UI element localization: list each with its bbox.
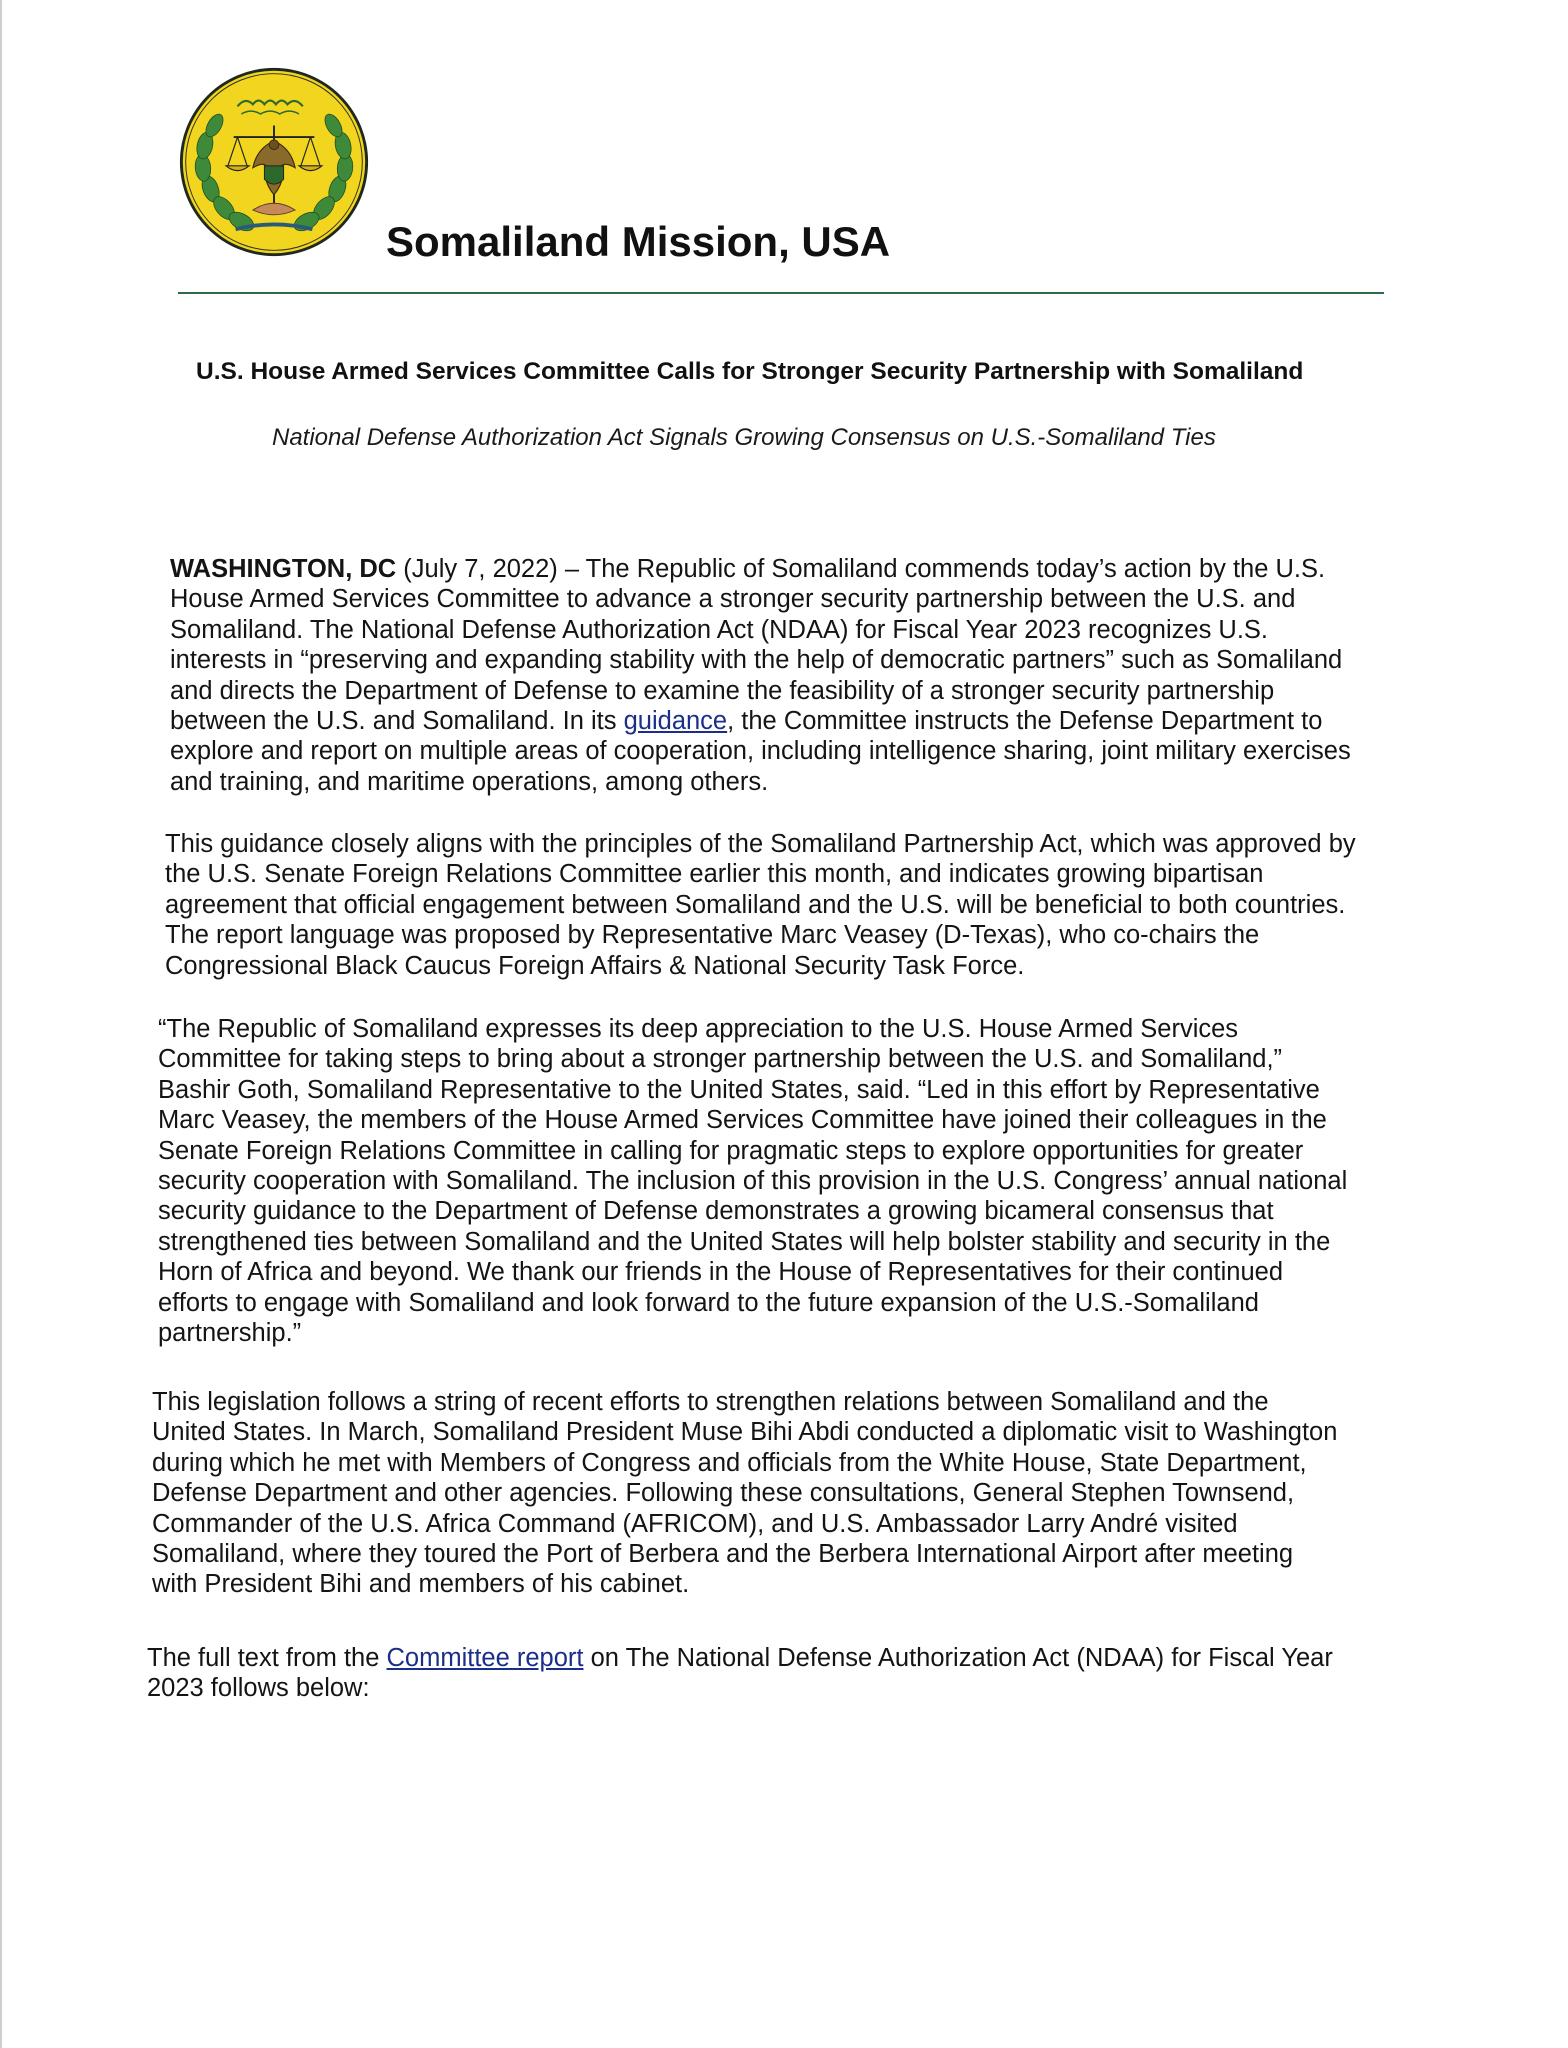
paragraph-quote bbox=[158, 1014, 1347, 1348]
paragraph-intro bbox=[170, 554, 1351, 797]
paragraph-line: and training, and maritime operations, among others. bbox=[170, 767, 769, 796]
paragraph-line: agreement that official engagement between Somaliland and the U.S. will be beneficial to both countries. bbox=[165, 890, 1346, 919]
somaliland-coat-of-arms-icon bbox=[178, 66, 370, 258]
paragraph-line: security guidance to the Department of Defense demonstrates a growing bicameral consensus that bbox=[158, 1197, 1274, 1226]
paragraph-line: security cooperation with Somaliland. The inclusion of this provision in the U.S. Congress’ annual national bbox=[158, 1167, 1348, 1196]
paragraph-line: House Armed Services Committee to advance a stronger security partnership between the U.S. and bbox=[170, 585, 1296, 614]
paragraph-line: interests in “preserving and expanding stability with the help of democratic partners” such as Somaliland bbox=[170, 646, 1343, 675]
paragraph-line bbox=[170, 706, 1351, 736]
paragraph-line bbox=[170, 554, 1351, 584]
press-release-headline: U.S. House Armed Services Committee Calls for Stronger Security Partnership with Somaliland bbox=[196, 358, 1304, 385]
paragraph-line: Commander of the U.S. Africa Command (AFRICOM), and U.S. Ambassador Larry André visited bbox=[152, 1509, 1238, 1538]
paragraph-text: between the U.S. and Somaliland. In its bbox=[170, 707, 624, 736]
paragraph-line: the U.S. Senate Foreign Relations Committee earlier this month, and indicates growing bipartisan bbox=[165, 860, 1264, 889]
paragraph-line: Horn of Africa and beyond. We thank our friends in the House of Representatives for their continued bbox=[158, 1258, 1284, 1287]
paragraph-line: with President Bihi and members of his cabinet. bbox=[152, 1570, 690, 1599]
paragraph-line: This legislation follows a string of recent efforts to strengthen relations between Somaliland and the bbox=[152, 1388, 1269, 1416]
dateline: WASHINGTON, DC bbox=[170, 555, 397, 583]
paragraph-line: Defense Department and other agencies. Following these consultations, General Stephen Townsend, bbox=[152, 1479, 1295, 1508]
paragraph-line: Senate Foreign Relations Committee in calling for pragmatic steps to explore opportunities for greater bbox=[158, 1136, 1304, 1165]
paragraph-line: “The Republic of Somaliland expresses its deep appreciation to the U.S. House Armed Services bbox=[158, 1015, 1239, 1043]
paragraph-line: This guidance closely aligns with the principles of the Somaliland Partnership Act, which was approved by bbox=[165, 830, 1356, 858]
paragraph-line: efforts to engage with Somaliland and look forward to the future expansion of the U.S.-Somaliland bbox=[158, 1288, 1259, 1317]
mission-name: Somaliland Mission, USA bbox=[386, 218, 891, 265]
paragraph-text: on The National Defense Authorization Act (NDAA) for Fiscal Year bbox=[583, 1644, 1333, 1672]
paragraph-line bbox=[147, 1643, 1333, 1673]
committee-report-link[interactable]: Committee report bbox=[386, 1644, 584, 1672]
paragraph-line: Congressional Black Caucus Foreign Affairs & National Security Task Force. bbox=[165, 951, 1025, 980]
paragraph-guidance bbox=[165, 829, 1356, 981]
page-edge bbox=[0, 0, 2, 2048]
paragraph-line: Marc Veasey, the members of the House Armed Services Committee have joined their colleagues in the bbox=[158, 1106, 1327, 1135]
paragraph-line: strengthened ties between Somaliland and the United States will help bolster stability and security in the bbox=[158, 1227, 1331, 1256]
paragraph-full-text bbox=[147, 1643, 1333, 1704]
press-release-subheadline: National Defense Authorization Act Signals Growing Consensus on U.S.-Somaliland Ties bbox=[272, 424, 1216, 451]
paragraph-line: and directs the Department of Defense to examine the feasibility of a stronger security partnership bbox=[170, 676, 1275, 705]
paragraph-line: Somaliland. The National Defense Authorization Act (NDAA) for Fiscal Year 2023 recognizes U.S. bbox=[170, 615, 1269, 644]
paragraph-line: Committee for taking steps to bring about a stronger partnership between the U.S. and Somaliland,” bbox=[158, 1045, 1283, 1074]
paragraph-text: The full text from the bbox=[147, 1644, 387, 1672]
paragraph-line: Bashir Goth, Somaliland Representative to the United States, said. “Led in this effort by Representative bbox=[158, 1075, 1320, 1104]
guidance-link[interactable]: guidance bbox=[623, 707, 728, 736]
header-rule bbox=[178, 292, 1384, 294]
paragraph-text: , the Committee instructs the Defense Department to bbox=[727, 707, 1323, 736]
paragraph-text: (July 7, 2022) – The Republic of Somaliland commends today’s action by the U.S. bbox=[396, 555, 1326, 583]
paragraph-line: partnership.” bbox=[158, 1319, 302, 1348]
paragraph-line: The report language was proposed by Representative Marc Veasey (D-Texas), who co-chairs the bbox=[165, 921, 1260, 950]
paragraph-line: 2023 follows below: bbox=[147, 1674, 370, 1703]
paragraph-line: explore and report on multiple areas of cooperation, including intelligence sharing, joint military exercises bbox=[170, 737, 1351, 766]
paragraph-line: during which he met with Members of Congress and officials from the White House, State Department, bbox=[152, 1448, 1307, 1477]
paragraph-line: Somaliland, where they toured the Port of Berbera and the Berbera International Airport after meeting bbox=[152, 1540, 1294, 1569]
paragraph-line: United States. In March, Somaliland President Muse Bihi Abdi conducted a diplomatic visit to Washington bbox=[152, 1418, 1338, 1447]
paragraph-legislation bbox=[152, 1387, 1337, 1600]
